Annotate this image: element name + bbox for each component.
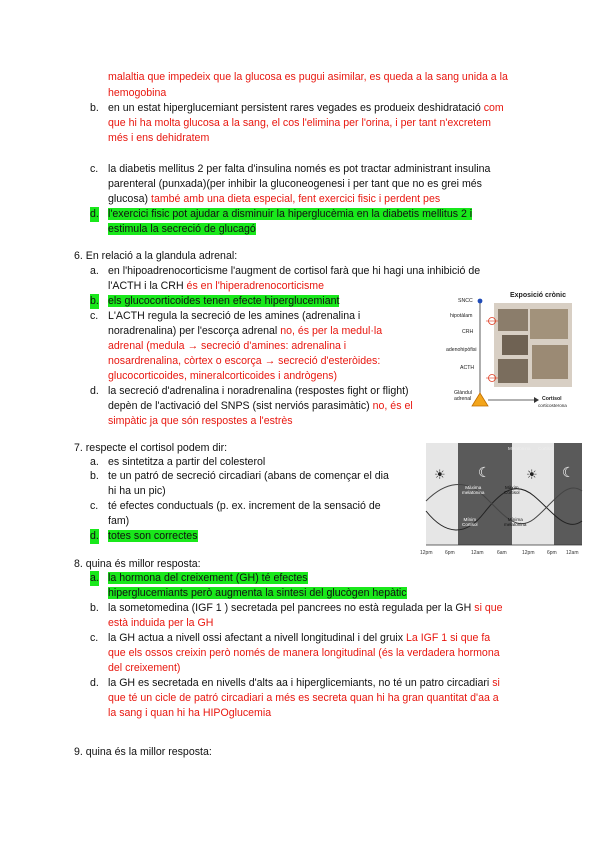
moon-icon: ☾ — [562, 464, 575, 480]
label-min-cortisol-1: Mínim — [463, 517, 477, 522]
q6-a-text: l'ACTH i la CRH — [108, 280, 187, 292]
q7-option-a-line-1: es sintetitza a partir del colesterol — [108, 456, 266, 468]
q6-b-marker: b. — [90, 295, 99, 307]
q6-a-marker: a. — [90, 265, 99, 277]
circadian-figure — [416, 441, 584, 559]
q5-b-answer-line-3: més i ens dehidratem — [108, 132, 210, 144]
tick-label: 12pm — [420, 550, 433, 556]
q6-title: 6. En relació a la glandula adrenal: — [74, 250, 238, 262]
q8-c-text: la GH actua a nivell ossi afectant a nivell longitudinal i del gruix — [108, 632, 406, 644]
q5-b-text: en un estat hiperglucemiant persistent rares vegades es produeix deshidratació — [108, 102, 484, 114]
q5-option-b-line-1 — [108, 101, 504, 116]
moon-icon: ☾ — [478, 464, 491, 480]
label-max-cortisol — [504, 485, 520, 495]
q5-d-marker: d. — [90, 208, 99, 220]
q7-d-marker: d. — [90, 530, 99, 542]
q6-d-text: depèn de l'activació del SNPS (sist nerviós parasimàtic) — [108, 400, 373, 412]
sun-icon: ☀ — [434, 467, 446, 482]
tick-label: 12pm — [522, 550, 535, 556]
q7-a-marker: a. — [90, 456, 99, 468]
tick-label: 6pm — [547, 550, 557, 556]
q5-b-marker: b. — [90, 102, 99, 114]
figure1-crh: CRH — [462, 329, 474, 335]
q6-option-b-line-1 — [108, 294, 339, 309]
q8-option-a-line-1 — [108, 571, 308, 586]
q5-option-c-line-3 — [108, 192, 440, 207]
figure1-acth: ACTH — [460, 365, 475, 371]
figure1-corticosterone: corticosterona — [538, 403, 567, 408]
legend-melatonin: Melatonina — [508, 446, 531, 451]
tick-label: 6pm — [445, 550, 455, 556]
q8-option-d-line-1 — [108, 676, 500, 691]
label-max-melatonin-2: melatonina — [462, 490, 485, 495]
q6-option-a-line-2 — [108, 279, 324, 294]
q6-option-a-line-1: en l'hipoadrenocorticisme l'augment de cortisol farà que hi hagi una inhibició de — [108, 265, 481, 277]
warning-triangle-icon — [472, 393, 488, 406]
label-max-melatonin — [462, 485, 484, 495]
q8-c-answer: La IGF 1 si que fa — [405, 632, 491, 644]
label-min-melatonin — [504, 517, 526, 527]
figure1-title: Exposició crònic — [510, 292, 567, 299]
q6-d-answer: no, és el — [372, 400, 413, 412]
q7-title: 7. respecte el cortisol podem dir: — [74, 442, 228, 454]
q7-d-highlight: totes son correctes — [108, 530, 198, 542]
q8-title: 8. quina és millor resposta: — [74, 558, 201, 570]
q5-option-d-line-2 — [108, 222, 256, 237]
label-min-melatonin-2: melatonina — [504, 522, 527, 527]
q7-c-marker: c. — [90, 500, 99, 512]
sun-icon: ☀ — [526, 467, 538, 482]
tick-label: 12am — [471, 550, 484, 556]
label-max-cortisol-1: Màxim — [505, 485, 519, 490]
photo-tile-1 — [498, 309, 528, 331]
q8-c-answer-line-2: que els ossos creixin però només de manera longitudinal (és la verdadera hormona — [108, 647, 500, 659]
photo-tile-2 — [530, 309, 568, 339]
q5-option-c-line-1: la diabetis mellitus 2 per falta d'insulina només es pot tractar administrant insulina — [108, 163, 491, 175]
q5-a-answer-line-2: hemogobina — [108, 87, 167, 99]
q8-d-answer-line-2: que té un cicle de patró circadiari a més es secreta quan hi ha gran quantitat d'aa a — [108, 692, 499, 704]
q5-option-d-line-1 — [108, 207, 472, 222]
q6-option-c-line-1: L'ACTH regula la secreció de les amines (adrenalina i — [108, 310, 361, 322]
q5-c-answer: també amb una dieta especial, fent exercici fisic i perdent pes — [151, 193, 441, 205]
q8-d-answer-line-3: la sang i quan hi ha HIPOglucemia — [108, 707, 272, 719]
q6-d-answer-line-3: simpàtic ja que són respostes a l'estrès — [108, 415, 293, 427]
q8-option-a-line-2 — [108, 586, 407, 601]
night-band-2 — [554, 443, 582, 545]
q6-a-answer: és en l'hiperadrenocorticisme — [186, 280, 325, 292]
q8-d-text: la GH es secretada en nivells d'alts aa i hiperglicemiants, no té un patro circadiari — [108, 677, 493, 689]
q7-option-c-line-1: té efectes conductuals (p. ex. increment de la sensació de — [108, 500, 381, 512]
q5-a-answer-line-1: malaltia que impedeix que la glucosa es pugui asimilar, es queda a la sang unida a la — [108, 71, 508, 83]
q6-option-c-line-2 — [108, 324, 382, 339]
photo-tile-4 — [532, 345, 568, 379]
q7-option-b-line-1: te un patró de secreció circadiari (abans de començar el dia — [108, 470, 389, 482]
label-max-melatonin-1: Màxima — [465, 485, 482, 490]
q5-d-highlight-1: l'exercici fisic pot ajudar a disminuir la hiperglucèmia en la diabetis mellitus 2 i — [108, 208, 473, 220]
photo-tile-3 — [502, 335, 528, 355]
q6-c-text: noradrenalina) per l'escorça adrenal — [108, 325, 281, 337]
q5-option-c-line-2: parenteral (punxada)(per inhibir la gluconeogenesi i per tant que no es grei més — [108, 178, 482, 190]
label-min-melatonin-1: Mínima — [507, 517, 523, 522]
q8-option-b-line-1 — [108, 601, 503, 616]
q8-d-answer: si — [492, 677, 500, 689]
tick-label: 12am — [566, 550, 579, 556]
q8-b-marker: b. — [90, 602, 99, 614]
q7-option-b-line-2: hi ha un pic) — [108, 485, 166, 497]
q6-option-d-line-2 — [108, 399, 413, 414]
figure1-hypothalamus: hipotàlam — [450, 313, 473, 319]
sncc-node — [478, 299, 483, 304]
stress-axis-figure — [432, 289, 572, 417]
q8-d-marker: d. — [90, 677, 99, 689]
figure1-adrenal-2: adrenal — [454, 396, 472, 402]
q7-option-c-line-2: fam) — [108, 515, 130, 527]
q7-b-marker: b. — [90, 470, 99, 482]
q5-b-answer: com — [483, 102, 504, 114]
q6-b-highlight: els glucocorticoides tenen efecte hiperglucemiant — [108, 295, 340, 307]
q6-option-d-line-1: la secreció d'adrenalina i noradrenalina (respostes fight or flight) — [108, 385, 409, 397]
q6-c-answer-line-3: adrenal (medula → secreció d'amines: adrenalina i — [108, 340, 347, 352]
q8-a-marker: a. — [90, 572, 99, 584]
q6-c-answer-line-5: glucocorticoides, mineralcorticoides i andrògens) — [108, 370, 338, 382]
label-max-cortisol-2: Cortisol — [504, 490, 520, 495]
circadian-drawing — [416, 441, 584, 559]
figure1-sncc: SNCC — [458, 298, 473, 304]
q5-c-text: glucosa) — [108, 193, 151, 205]
figure1-cortisol: Cortisol — [542, 396, 562, 402]
q6-c-answer-line-4: nosardrenalina, còrtex o escorça → secreció d'esteròides: — [108, 355, 381, 367]
label-min-cortisol — [462, 517, 478, 527]
photo-tile-5 — [498, 359, 528, 383]
q8-a-highlight-1: la hormona del creixement (GH) té efectes — [108, 572, 308, 584]
q8-b-answer-line-2: està induida per la GH — [108, 617, 214, 629]
figure1-adrenal-1: Glàndul — [454, 390, 472, 396]
figure1-adenohypophysis: adenohipòfisi — [446, 347, 477, 353]
q5-d-highlight-2: estimula la secreció de glucagó — [108, 223, 256, 235]
q8-b-answer: si que — [474, 602, 503, 614]
q8-c-marker: c. — [90, 632, 99, 644]
q6-c-answer: no, és per la medul·la — [280, 325, 383, 337]
q8-b-text: la sometomedina (IGF 1 ) secretada pel pancrees no està regulada per la GH — [108, 602, 475, 614]
q5-c-marker: c. — [90, 163, 99, 175]
q8-a-highlight-2: hiperglucemiants però augmenta la sintesi del glucògen hepàtic — [108, 587, 407, 599]
q8-option-c-line-1 — [108, 631, 490, 646]
tick-label: 6am — [497, 550, 507, 556]
q6-c-marker: c. — [90, 310, 99, 322]
label-min-cortisol-2: Cortisol — [462, 522, 478, 527]
legend-cortisol: Cortisol — [538, 446, 554, 451]
q7-option-d-line-1 — [108, 529, 198, 544]
q8-c-answer-line-3: del creixement) — [108, 662, 181, 674]
q6-d-marker: d. — [90, 385, 99, 397]
q9-title: 9. quina és la millor resposta: — [74, 746, 212, 758]
q5-b-answer-line-2: que hi ha molta glucosa a la sang, el cos l'elimina per l'orina, i per tant n'excretem — [108, 117, 491, 129]
